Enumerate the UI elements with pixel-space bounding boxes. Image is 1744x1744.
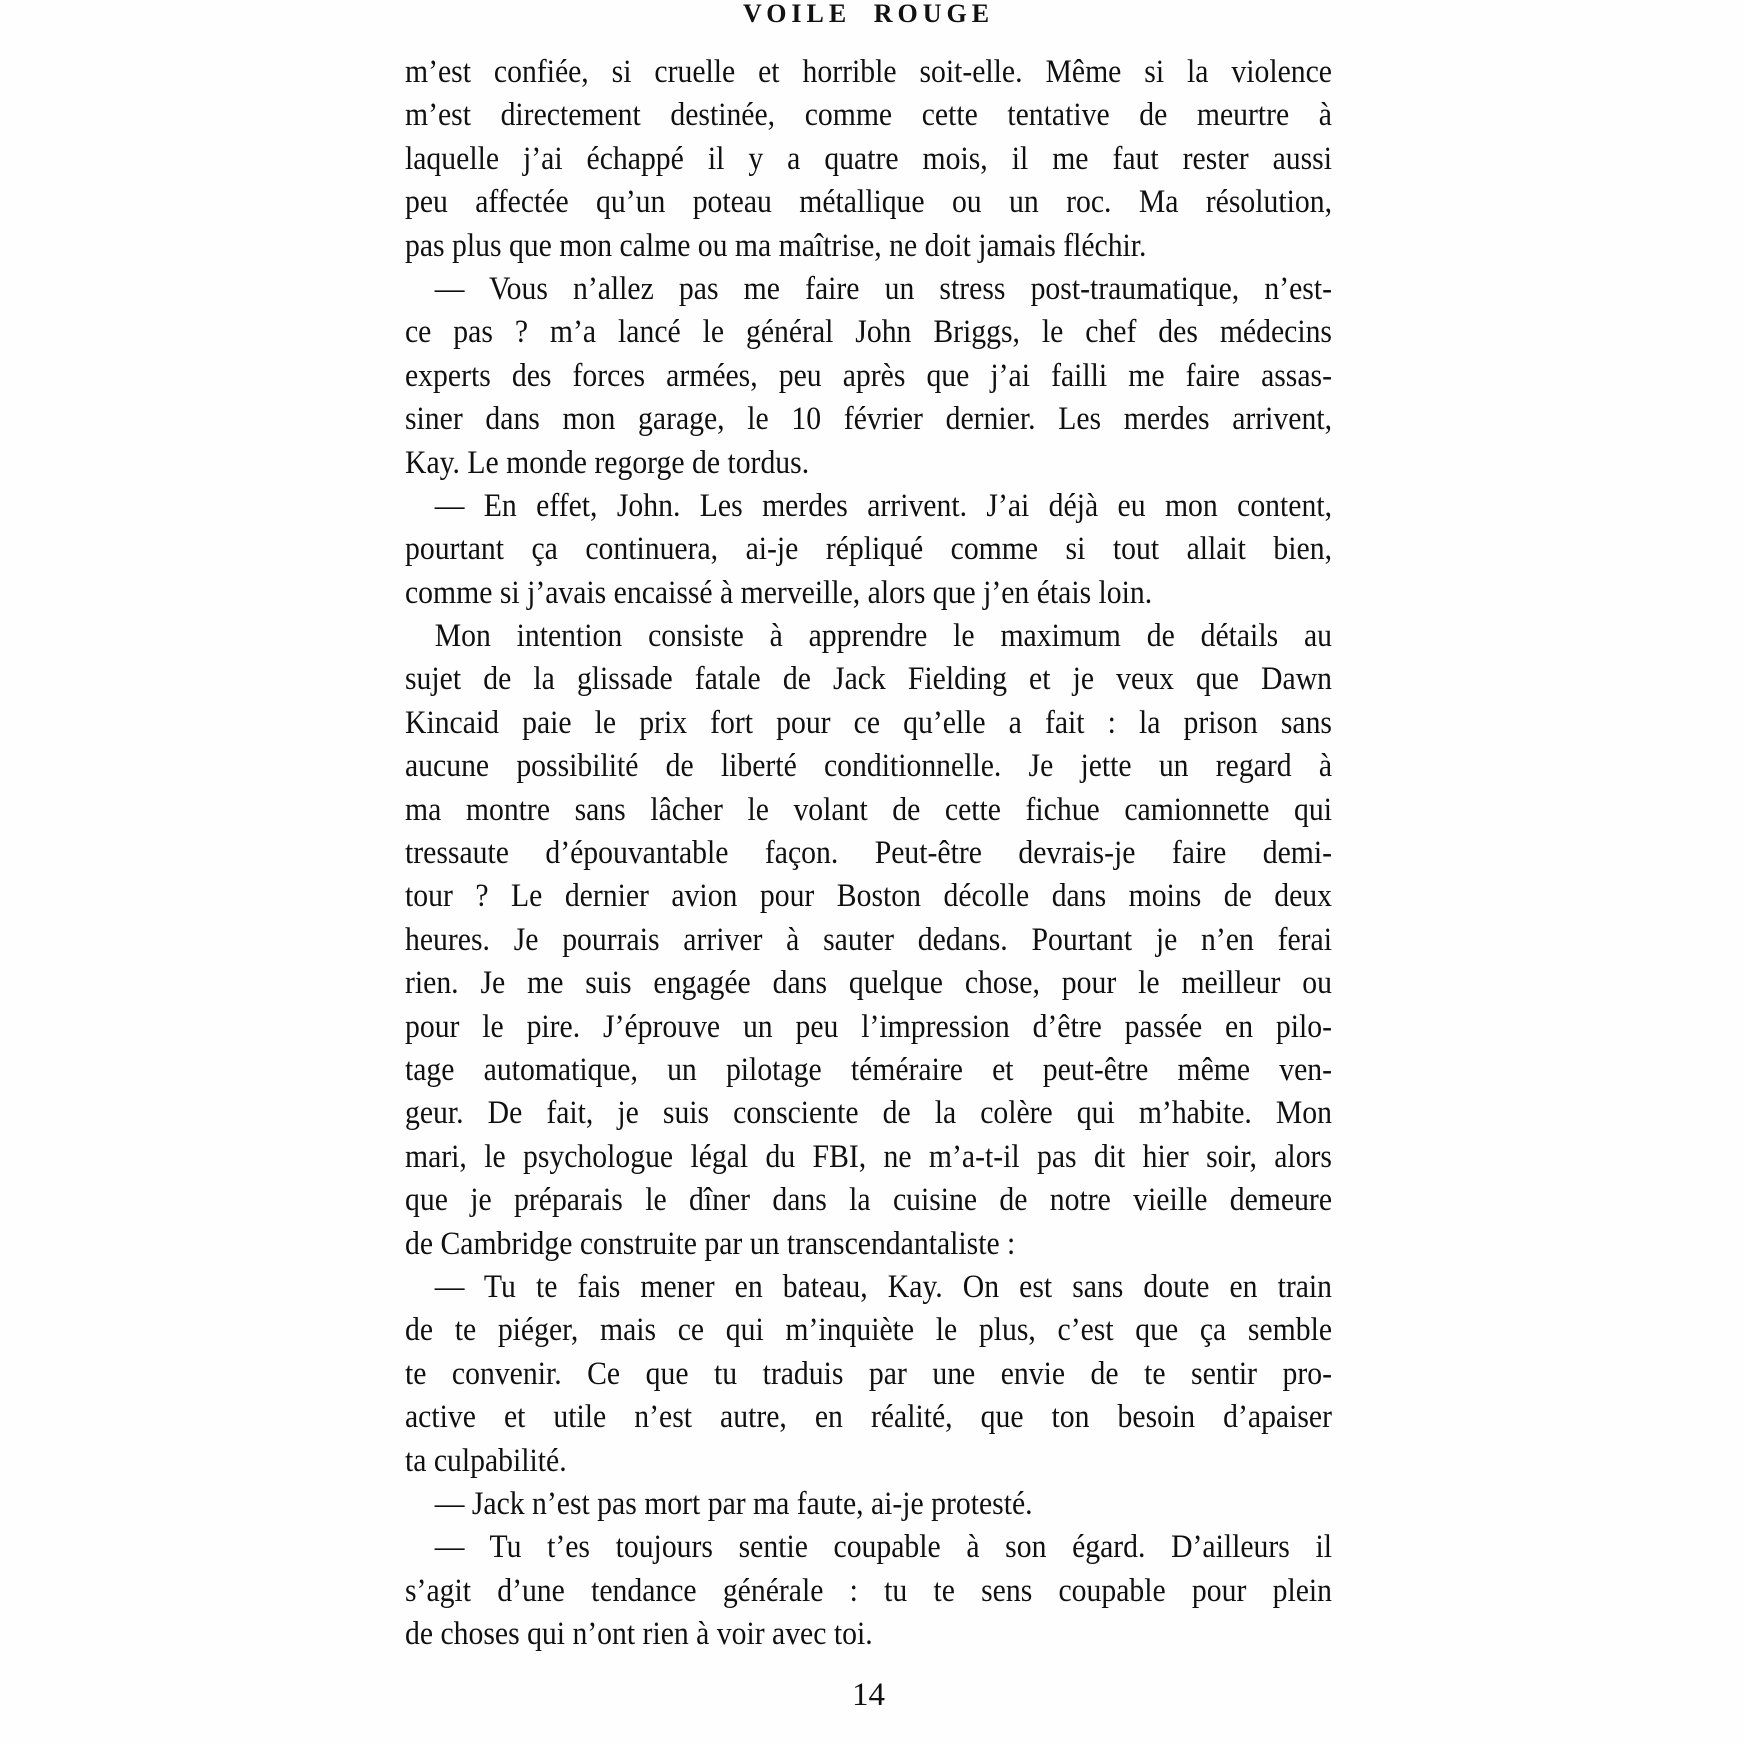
text-line: siner dans mon garage, le 10 février dernier. Les merdes arrivent,: [405, 401, 1332, 438]
text-line: que je préparais le dîner dans la cuisine de notre vieille demeure: [405, 1182, 1332, 1219]
text-line: de choses qui n’ont rien à voir avec toi.: [405, 1616, 873, 1653]
text-line: aucune possibilité de liberté conditionnelle. Je jette un regard à: [405, 748, 1332, 785]
text-line: de te piéger, mais ce qui m’inquiète le plus, c’est que ça semble: [405, 1312, 1332, 1349]
text-line: ma montre sans lâcher le volant de cette fichue camionnette qui: [405, 791, 1332, 828]
text-line: — Tu te fais mener en bateau, Kay. On est sans doute en train: [434, 1268, 1332, 1305]
text-line: — Jack n’est pas mort par ma faute, ai-je protesté.: [434, 1485, 1033, 1522]
text-line: pour le pire. J’éprouve un peu l’impression d’être passée en pilo-: [405, 1008, 1332, 1045]
running-header: VOILE ROUGE: [742, 0, 995, 28]
text-line: comme si j’avais encaissé à merveille, alors que j’en étais loin.: [405, 574, 1153, 611]
text-line: heures. Je pourrais arriver à sauter dedans. Pourtant je n’en ferai: [405, 921, 1332, 958]
text-line: geur. De fait, je suis consciente de la colère qui m’habite. Mon: [405, 1095, 1332, 1132]
text-line: ta culpabilité.: [405, 1442, 567, 1479]
page-number: 14: [852, 1677, 885, 1713]
text-line: — Vous n’allez pas me faire un stress post-traumatique, n’est-: [434, 270, 1332, 307]
text-line: rien. Je me suis engagée dans quelque chose, pour le meilleur ou: [405, 965, 1332, 1002]
text-line: active et utile n’est autre, en réalité, que ton besoin d’apaiser: [405, 1399, 1332, 1436]
text-line: m’est confiée, si cruelle et horrible soit-elle. Même si la violence: [405, 54, 1332, 90]
text-line: mari, le psychologue légal du FBI, ne m’a-t-il pas dit hier soir, alors: [405, 1138, 1332, 1175]
text-line: pourtant ça continuera, ai-je répliqué comme si tout allait bien,: [405, 531, 1332, 568]
text-line: Mon intention consiste à apprendre le maximum de détails au: [434, 618, 1332, 655]
text-line: tour ? Le dernier avion pour Boston décolle dans moins de deux: [405, 878, 1332, 915]
text-line: — Tu t’es toujours sentie coupable à son égard. D’ailleurs il: [434, 1529, 1332, 1566]
text-line: Kay. Le monde regorge de tordus.: [405, 444, 810, 481]
text-line: ce pas ? m’a lancé le général John Briggs, le chef des médecins: [405, 314, 1332, 351]
text-line: pas plus que mon calme ou ma maîtrise, ne doit jamais fléchir.: [405, 227, 1147, 264]
body-text-block: [405, 51, 1332, 1656]
text-line: tage automatique, un pilotage téméraire et peut-être même ven-: [405, 1051, 1332, 1088]
text-line: m’est directement destinée, comme cette tentative de meurtre à: [405, 97, 1332, 134]
text-line: tressaute d’épouvantable façon. Peut-être devrais-je faire demi-: [405, 835, 1332, 872]
text-line: experts des forces armées, peu après que j’ai failli me faire assas-: [405, 357, 1332, 394]
text-line: sujet de la glissade fatale de Jack Fielding et je veux que Dawn: [405, 661, 1332, 698]
text-line: s’agit d’une tendance générale : tu te sens coupable pour plein: [405, 1572, 1332, 1609]
text-line: de Cambridge construite par un transcendantaliste :: [405, 1225, 1016, 1262]
text-line: — En effet, John. Les merdes arrivent. J’ai déjà eu mon content,: [434, 487, 1332, 524]
text-line: te convenir. Ce que tu traduis par une envie de te sentir pro-: [405, 1355, 1332, 1392]
text-line: Kincaid paie le prix fort pour ce qu’elle a fait : la prison sans: [405, 704, 1332, 741]
text-line: peu affectée qu’un poteau métallique ou un roc. Ma résolution,: [405, 184, 1332, 221]
text-line: laquelle j’ai échappé il y a quatre mois, il me faut rester aussi: [405, 140, 1332, 177]
